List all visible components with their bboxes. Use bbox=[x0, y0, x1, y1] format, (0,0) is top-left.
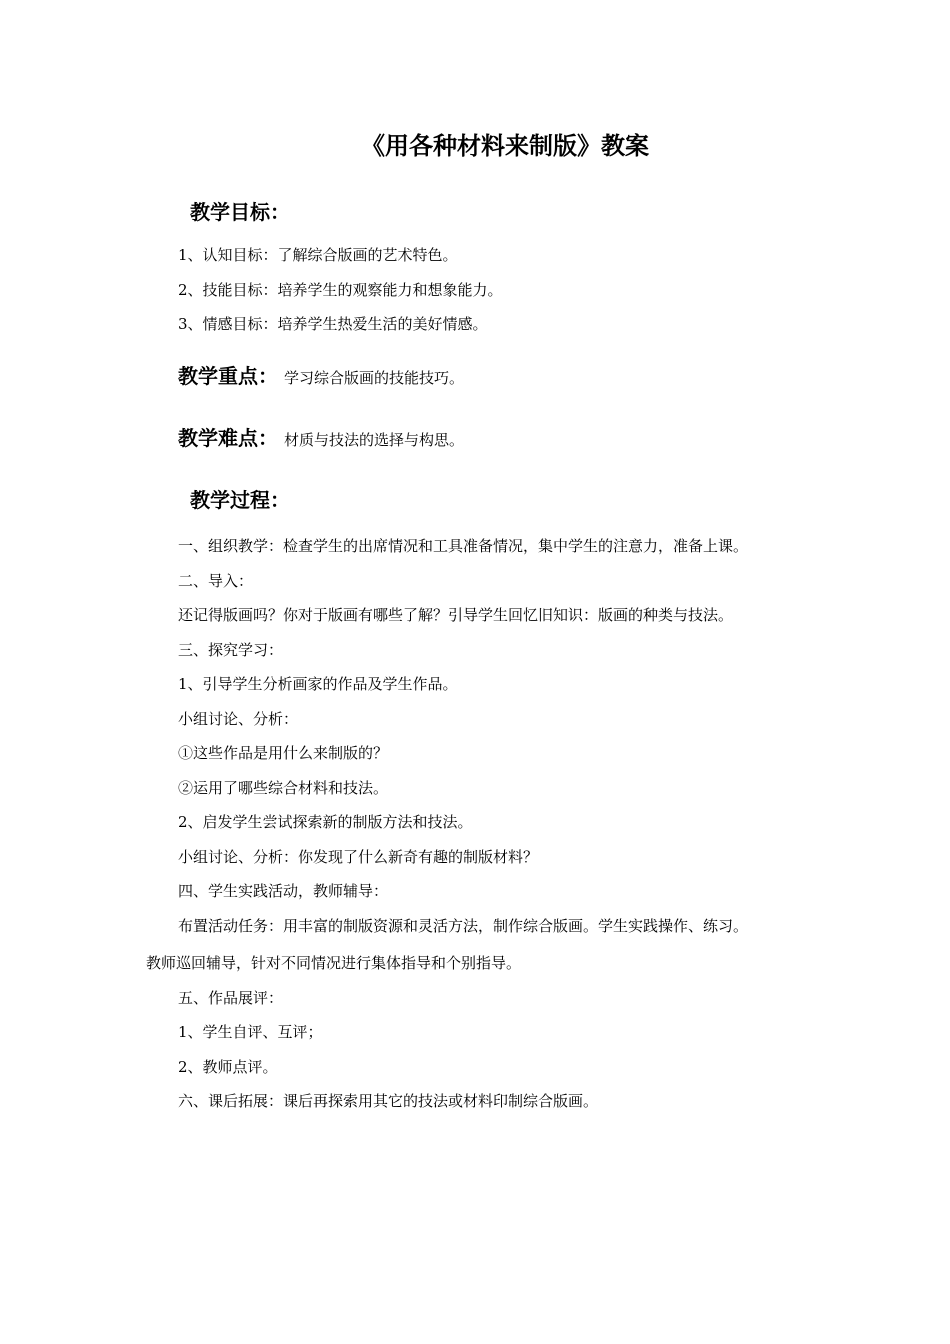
process-line: ②运用了哪些综合材料和技法。 bbox=[178, 779, 389, 797]
process-line: 还记得版画吗？你对于版画有哪些了解？引导学生回忆旧知识：版画的种类与技法。 bbox=[178, 606, 734, 624]
process-line: 四、学生实践活动，教师辅导： bbox=[178, 882, 389, 900]
process-line: 布置活动任务：用丰富的制版资源和灵活方法，制作综合版画。学生实践操作、练习。 bbox=[178, 917, 749, 935]
difficulty-section bbox=[178, 422, 464, 451]
process-line: 1、学生自评、互评； bbox=[178, 1023, 323, 1041]
key-point-text: 学习综合版画的技能技巧。 bbox=[284, 369, 465, 387]
objective-item: 3、情感目标：培养学生热爱生活的美好情感。 bbox=[178, 315, 488, 333]
objective-item: 1、认知目标：了解综合版画的艺术特色。 bbox=[178, 246, 458, 264]
process-line: 一、组织教学：检查学生的出席情况和工具准备情况，集中学生的注意力，准备上课。 bbox=[178, 537, 749, 555]
process-line: 教师巡回辅导，针对不同情况进行集体指导和个别指导。 bbox=[146, 954, 522, 972]
process-line: ①这些作品是用什么来制版的？ bbox=[178, 744, 389, 762]
process-line: 六、课后拓展：课后再探索用其它的技法或材料印制综合版画。 bbox=[178, 1092, 599, 1110]
process-line: 三、探究学习： bbox=[178, 641, 284, 659]
key-point-section bbox=[178, 360, 464, 389]
process-line: 2、启发学生尝试探索新的制版方法和技法。 bbox=[178, 813, 473, 831]
process-line: 五、作品展评： bbox=[178, 989, 284, 1007]
process-line: 小组讨论、分析： bbox=[178, 710, 299, 728]
objectives-heading: 教学目标： bbox=[190, 200, 290, 224]
process-line: 2、教师点评。 bbox=[178, 1058, 278, 1076]
difficulty-text: 材质与技法的选择与构思。 bbox=[284, 431, 465, 449]
document-title: 《用各种材料来制版》教案 bbox=[361, 132, 649, 160]
process-line: 1、引导学生分析画家的作品及学生作品。 bbox=[178, 675, 458, 693]
objective-item: 2、技能目标：培养学生的观察能力和想象能力。 bbox=[178, 281, 503, 299]
process-heading: 教学过程： bbox=[190, 488, 290, 512]
difficulty-label: 教学难点： bbox=[178, 426, 278, 450]
process-line: 小组讨论、分析：你发现了什么新奇有趣的制版材料？ bbox=[178, 848, 539, 866]
key-point-label: 教学重点： bbox=[178, 364, 278, 388]
process-line: 二、导入： bbox=[178, 572, 254, 590]
